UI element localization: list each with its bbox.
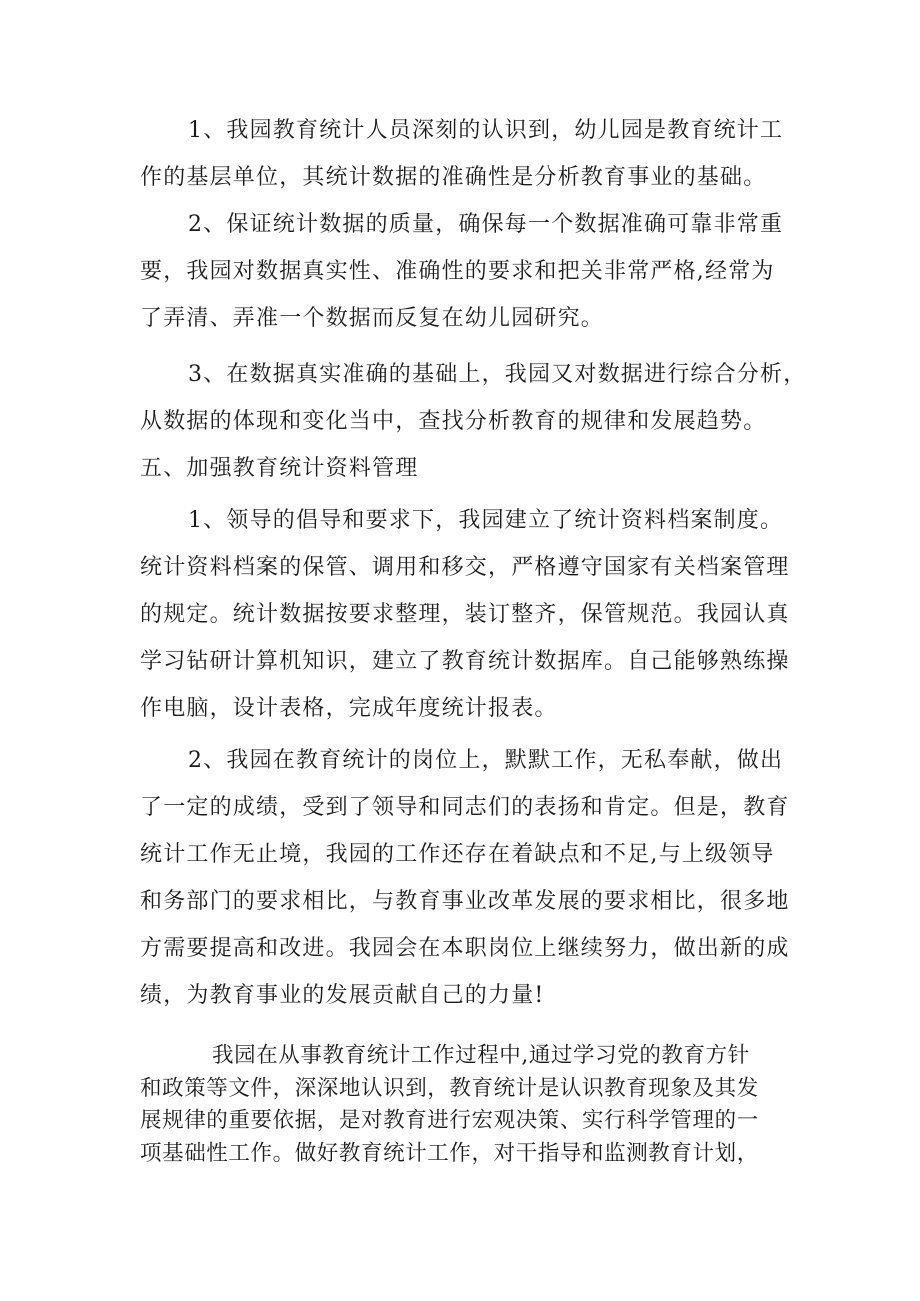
paragraph-1 — [140, 107, 790, 201]
text-line: 2、我园在教育统计的岗位上，默默工作，无私奉献，做出 — [188, 748, 784, 773]
text-line: 展规律的重要依据，是对教育进行宏观决策、实行科学管理的一 — [140, 1108, 759, 1133]
text-line: 了弄清、弄准一个数据而反复在幼儿园研究。 — [140, 306, 605, 331]
paragraph-3 — [140, 351, 807, 445]
text-line: 方需要提高和改进。我园会在本职岗位上继续努力，做出新的成 — [140, 936, 790, 961]
text-line: 统计资料档案的保管、调用和移交，严格遵守国家有关档案管理 — [140, 555, 790, 580]
text-line: 绩，为教育事业的发展贡献自己的力量! — [140, 983, 545, 1008]
text-line: 学习钻研计算机知识，建立了教育统计数据库。自己能够熟练操 — [140, 649, 790, 674]
paragraph-5 — [140, 737, 790, 1019]
text-line: 和务部门的要求相比，与教育事业改革发展的要求相比，很多地 — [140, 889, 790, 914]
text-line: 项基础性工作。做好教育统计工作，对干指导和监测教育计划， — [140, 1140, 759, 1166]
text-line: 1、领导的倡导和要求下，我园建立了统计资料档案制度。 — [188, 508, 784, 533]
text-line: 和政策等文件，深深地认识到，教育统计是认识教育现象及其发 — [140, 1075, 759, 1101]
text-line: 2、保证统计数据的质量，确保每一个数据准确可靠非常重 — [188, 212, 784, 237]
text-line: 1、我园教育统计人员深刻的认识到，幼儿园是教育统计工 — [188, 118, 784, 143]
text-line: 作的基层单位，其统计数据的准确性是分析教育事业的基础。 — [140, 165, 767, 190]
text-line: 3、在数据真实准确的基础上，我园又对数据进行综合分析， — [188, 362, 807, 387]
text-line: 统计工作无止境，我园的工作还存在着缺点和不足,与上级领导 — [140, 842, 775, 867]
text-line: 的规定。统计数据按要求整理，装订整齐，保管规范。我园认真 — [140, 602, 790, 627]
text-line: 作电脑，设计表格，完成年度统计报表。 — [140, 696, 558, 721]
text-line: 要，我园对数据真实性、准确性的要求和把关非常严格,经常为 — [140, 259, 775, 284]
paragraph-6 — [140, 1040, 790, 1170]
section-heading — [140, 445, 790, 492]
text-line: 我园在从事教育统计工作过程中,通过学习党的教育方针 — [212, 1043, 750, 1068]
paragraph-2 — [140, 201, 790, 342]
text-line: 从数据的体现和变化当中，查找分析教育的规律和发展趋势。 — [140, 409, 767, 434]
section-heading-text: 五、加强教育统计资料管理 — [140, 456, 419, 481]
text-line: 了一定的成绩，受到了领导和同志们的表扬和肯定。但是，教育 — [140, 795, 790, 820]
paragraph-4 — [140, 497, 790, 732]
